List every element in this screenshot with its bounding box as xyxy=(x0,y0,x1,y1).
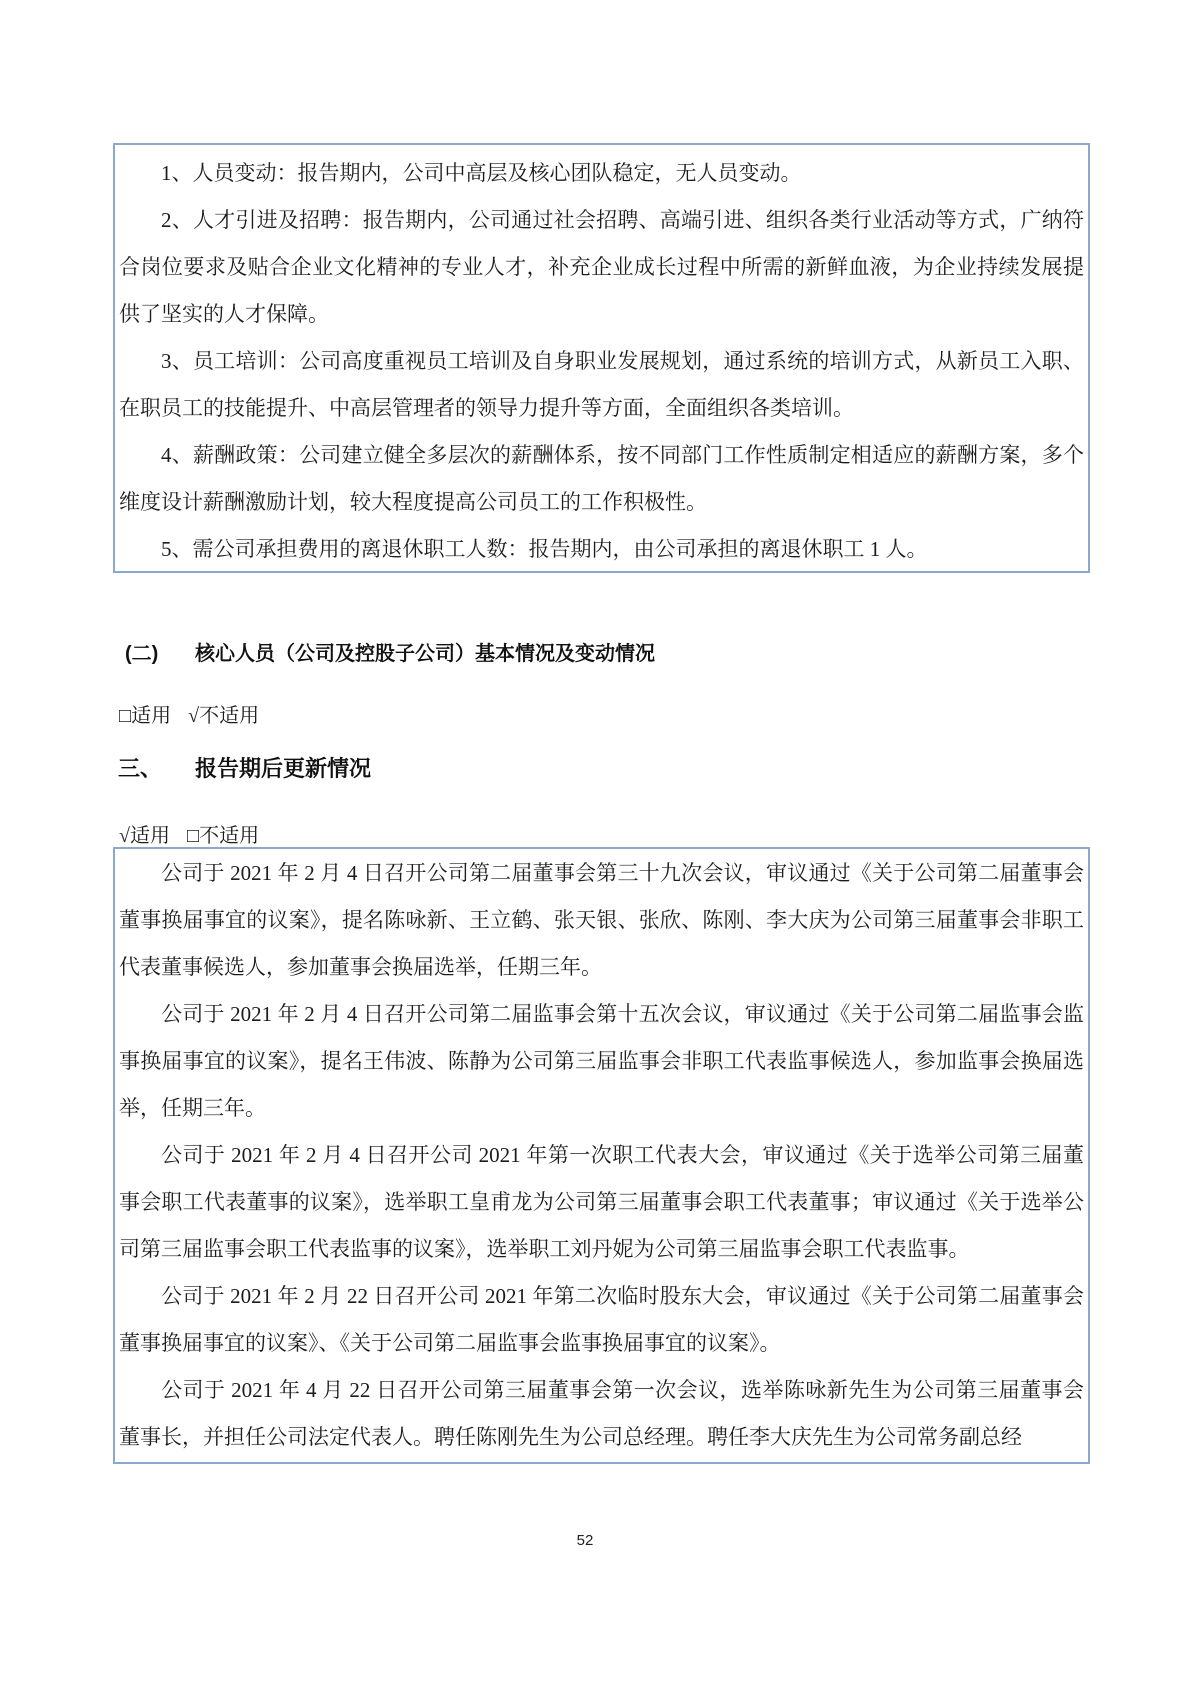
applicability-post-period-update xyxy=(119,819,271,848)
policy-paragraph-compensation: 4、薪酬政策：公司建立健全多层次的薪酬体系，按不同部门工作性质制定相适应的薪酬方案，多个维度设计薪酬激励计划，较大程度提高公司员工的工作积极性。 xyxy=(119,443,1084,514)
section-title: 核心人员（公司及控股子公司）基本情况及变动情况 xyxy=(195,643,655,665)
section-heading-post-period-update xyxy=(118,752,371,783)
policy-paragraph-retirees: 5、需公司承担费用的离退休职工人数：报告期内，由公司承担的离退休职工 1 人。 xyxy=(161,537,928,561)
update-paragraph-board-meeting-39: 公司于 2021 年 2 月 4 日召开公司第二届董事会第三十九次会议，审议通过《关于公司第二届董事会董事换届事宜的议案》，提名陈咏新、王立鹤、张天银、张欣、陈刚、李大庆为公司第三届董事会非职工代表董事候选人，参加董事会换届选举，任期三年。 xyxy=(119,861,1084,979)
policy-paragraph-training: 3、员工培训：公司高度重视员工培训及自身职业发展规划，通过系统的培训方式，从新员工入职、在职员工的技能提升、中高层管理者的领导力提升等方面，全面组织各类培训。 xyxy=(119,349,1084,420)
update-paragraph-shareholder-meeting: 公司于 2021 年 2 月 22 日召开公司 2021 年第二次临时股东大会，审议通过《关于公司第二届董事会董事换届事宜的议案》、《关于公司第二届监事会监事换届事宜的议案》。 xyxy=(119,1284,1084,1355)
update-paragraph-new-board-first-meeting: 公司于 2021 年 4 月 22 日召开公司第三届董事会第一次会议，选举陈咏新先生为公司第三届董事会董事长，并担任公司法定代表人。聘任陈刚先生为公司总经理。聘任李大庆先生为公司常务副总经 xyxy=(119,1378,1084,1449)
checkbox-applicable: √适用 xyxy=(119,825,170,847)
employee-policy-box xyxy=(113,143,1090,573)
update-paragraph-supervisory-meeting-15: 公司于 2021 年 2 月 4 日召开公司第二届监事会第十五次会议，审议通过《关于公司第二届监事会监事换届事宜的议案》，提名王伟波、陈静为公司第三届监事会非职工代表监事候选人，参加监事会换届选举，任期三年。 xyxy=(119,1002,1084,1120)
update-paragraph-employee-congress: 公司于 2021 年 2 月 4 日召开公司 2021 年第一次职工代表大会，审议通过《关于选举公司第三届董事会职工代表董事的议案》，选举职工皇甫龙为公司第三届董事会职工代表董事；审议通过《关于选举公司第三届监事会职工代表监事的议案》，选举职工刘丹妮为公司第三届监事会职工代表监事。 xyxy=(119,1143,1084,1261)
post-period-update-box xyxy=(113,847,1090,1464)
page-number: 52 xyxy=(576,1532,594,1549)
checkbox-not-applicable: √不适用 xyxy=(188,705,260,727)
checkbox-applicable: □适用 xyxy=(119,705,172,727)
section-number: (二) xyxy=(125,643,159,665)
section-number: 三、 xyxy=(118,756,163,781)
checkbox-not-applicable: □不适用 xyxy=(186,825,260,847)
section-title: 报告期后更新情况 xyxy=(195,756,372,781)
policy-paragraph-recruitment: 2、人才引进及招聘：报告期内，公司通过社会招聘、高端引进、组织各类行业活动等方式，广纳符合岗位要求及贴合企业文化精神的专业人才，补充企业成长过程中所需的新鲜血液，为企业持续发展提供了坚实的人才保障。 xyxy=(119,208,1084,326)
section-heading-core-personnel xyxy=(125,637,655,666)
policy-paragraph-personnel-change: 1、人员变动：报告期内，公司中高层及核心团队稳定，无人员变动。 xyxy=(161,161,802,185)
applicability-core-personnel xyxy=(119,699,271,728)
